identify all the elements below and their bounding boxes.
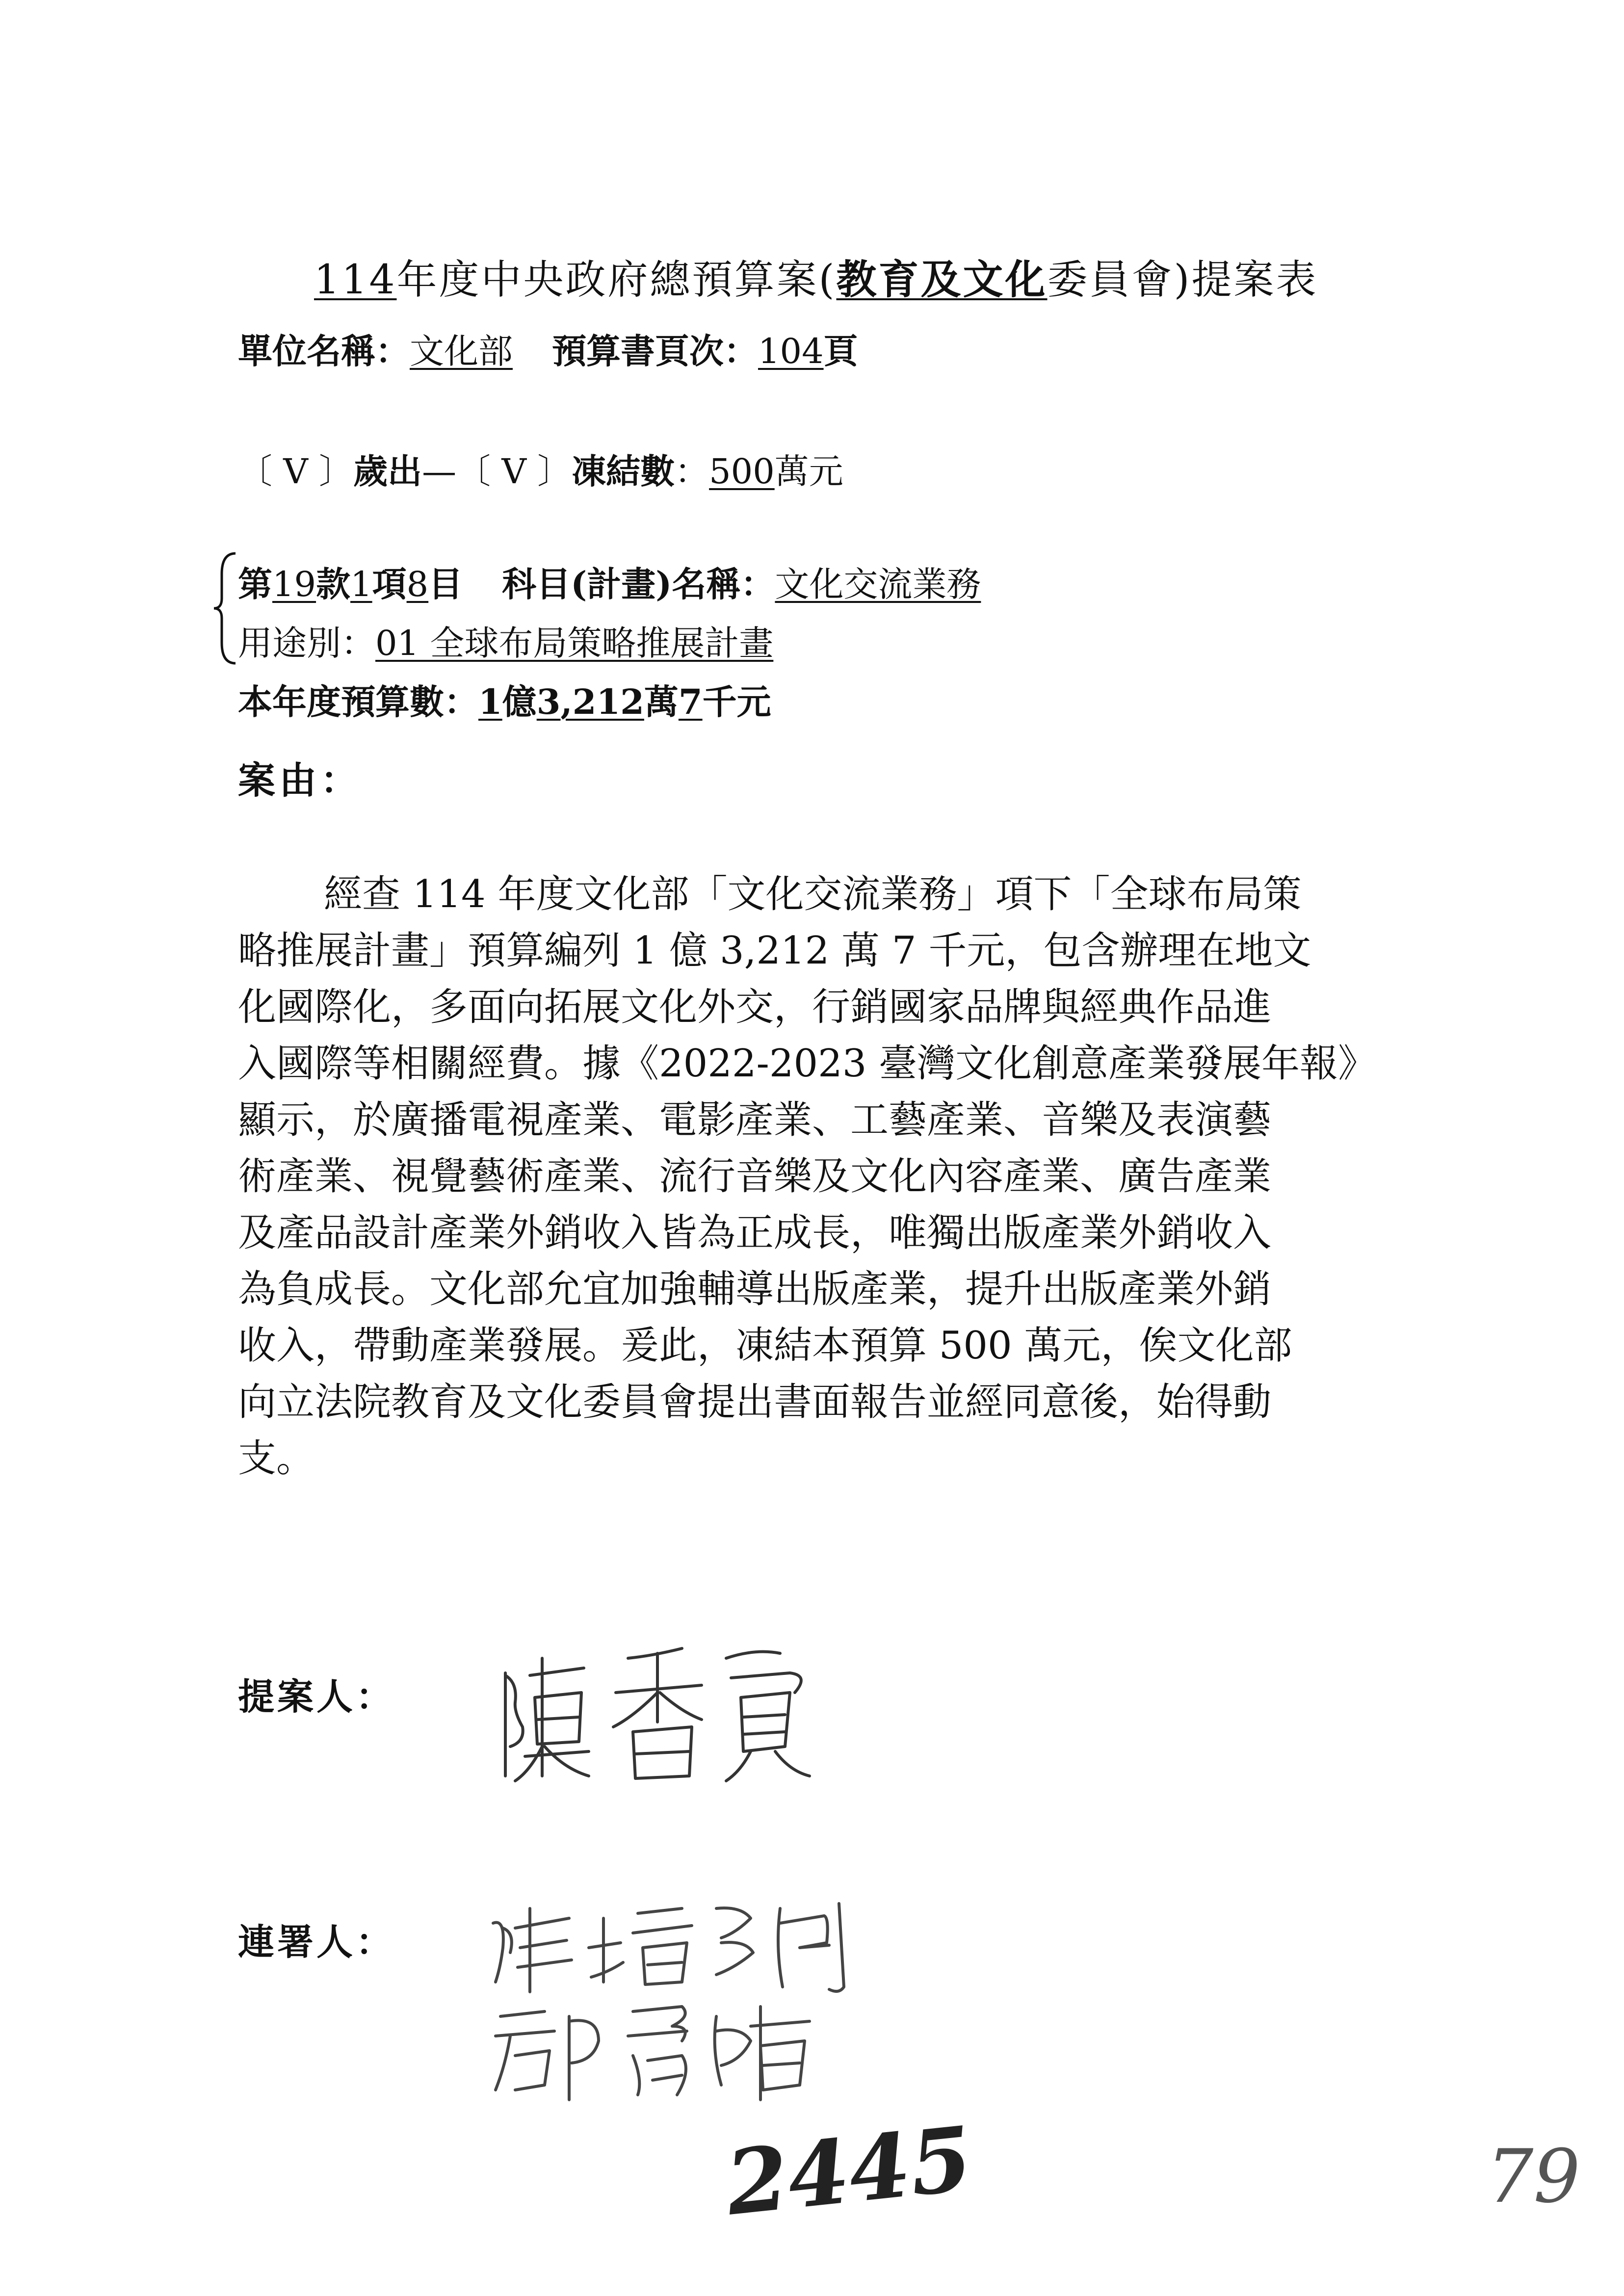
unit-value: 文化部 [410,331,513,371]
proposer-label: 提案人： [238,1676,395,1718]
title-part2: 委員會)提案表 [1047,257,1318,303]
item-mu: 8 [406,564,429,604]
body-line-8: 為負成長。文化部允宜加強輔導出版產業，提升出版產業外銷 [238,1267,1272,1311]
title-year: 114 [314,257,397,303]
item-xiang: 1 [350,564,372,604]
subject-label: 科目(計畫)名稱： [502,564,775,604]
cosigner-label: 連署人： [238,1921,395,1963]
budget-yi-unit: 億 [502,681,537,722]
budget-wan-unit: 萬 [644,681,679,722]
subject-value: 文化交流業務 [775,564,981,604]
body-line-11: 支。 [238,1436,315,1481]
usage-value: 01 全球布局策略推展計畫 [375,623,774,663]
handwritten-number: 2445 [721,2107,977,2236]
body-line-6: 術產業、視覺藝術產業、流行音樂及文化內容產業、廣告產業 [238,1154,1272,1199]
freeze-label: 凍結數 [572,451,675,492]
expense-label: 歲出 [353,451,422,492]
item-kuan-label: 款 [316,564,351,604]
title-committee: 教育及文化 [836,256,1048,303]
brace-mark [211,549,240,667]
dash: — [422,451,457,492]
page-label: 預算書頁次： [552,331,758,371]
body-line-9: 收入，帶動產業發展。爰此，凍結本預算 500 萬元，俟文化部 [238,1324,1292,1368]
budget-qian: 7 [678,681,703,722]
page-mark: 79 [1487,2134,1580,2219]
body-line-3: 化國際化，多面向拓展文化外交，行銷國家品牌與經典作品進 [238,985,1272,1029]
proposer-signature [496,1629,839,1796]
budget-line [238,675,771,724]
body-line-4: 入國際等相關經費。據《2022-2023 臺灣文化創意產業發展年報》 [238,1042,1377,1086]
budget-label: 本年度預算數： [238,681,478,722]
item-line [238,557,981,606]
item-di: 第 [238,564,272,604]
cosigner-signature-1 [486,1889,878,2002]
body-line-1: 經查 114 年度文化部「文化交流業務」項下「全球布局策 [324,872,1302,916]
cosigner-signature-2 [486,1997,839,2110]
body-line-10: 向立法院教育及文化委員會提出書面報告並經同意後，始得動 [238,1380,1272,1424]
page-value: 104 [758,331,824,371]
usage-label: 用途別： [238,623,375,663]
body-line-5: 顯示，於廣播電視產業、電影產業、工藝產業、音樂及表演藝 [238,1098,1272,1142]
item-xiang-label: 項 [372,564,407,604]
usage-line [238,616,773,665]
body-line-7: 及產品設計產業外銷收入皆為正成長，唯獨出版產業外銷收入 [238,1211,1272,1255]
item-kuan: 19 [272,564,316,604]
body-line-2: 略推展計畫」預算編列 1 億 3,212 萬 7 千元，包含辦理在地文 [238,929,1311,973]
page-suffix: 頁 [823,331,858,371]
budget-yi: 1 [478,681,502,722]
expense-checkbox: 〔 V 〕 [238,451,354,492]
budget-wan: 3,212 [536,681,644,722]
freeze-line [238,444,843,494]
freeze-colon: ： [675,451,709,492]
item-mu-label: 目 [428,564,463,604]
title-part1: 年度中央政府總預算案( [396,257,837,303]
freeze-amount-suffix: 萬元 [774,451,843,492]
document-title [314,248,1318,305]
freeze-checkbox: 〔 V 〕 [456,451,572,492]
budget-qian-unit: 千元 [702,681,771,722]
reason-label: 案由： [238,758,362,802]
unit-label: 單位名稱： [238,331,410,371]
freeze-amount: 500 [709,451,775,492]
unit-line [238,324,858,373]
